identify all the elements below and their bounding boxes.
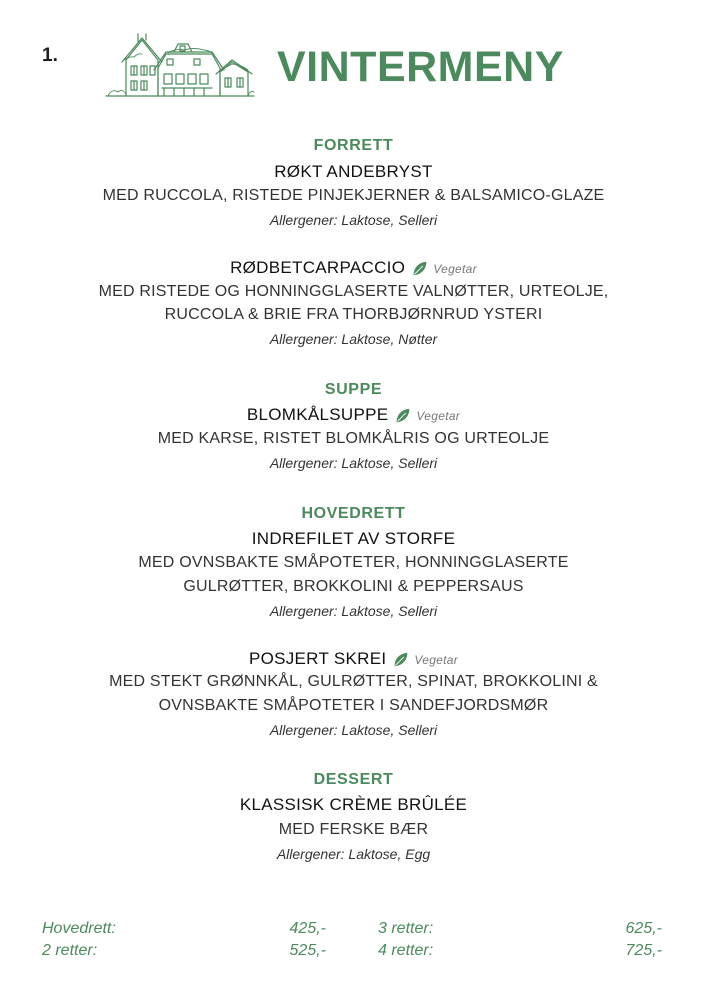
vegetarian-label: Vegetar bbox=[416, 408, 461, 423]
price-label-four-courses: 4 retter: bbox=[378, 942, 434, 959]
dish-allergens: Allergener: Laktose, Egg bbox=[276, 846, 431, 862]
section-heading-soup: SUPPE bbox=[324, 381, 383, 398]
leaf-icon bbox=[411, 260, 428, 277]
dish-allergens: Allergener: Laktose, Selleri bbox=[269, 212, 438, 228]
section-heading-main: HOVEDRETT bbox=[301, 505, 406, 522]
dish-name: KLASSISK CRÈME BRÛLÉE bbox=[239, 795, 468, 814]
leaf-icon bbox=[394, 407, 411, 424]
dish-row bbox=[0, 405, 707, 425]
dish-allergens: Allergener: Laktose, Selleri bbox=[269, 603, 438, 619]
menu-title: VINTERMENY bbox=[277, 43, 564, 91]
vegetarian-label: Vegetar bbox=[414, 652, 459, 667]
dish-description: MED RUCCOLA, RISTEDE PINJEKJERNER & BALSAMICO-GLAZE bbox=[102, 187, 605, 204]
dish-name: BLOMKÅLSUPPE bbox=[246, 405, 389, 424]
price-value-three-courses: 625,- bbox=[625, 920, 662, 937]
dish-row bbox=[0, 258, 707, 278]
dish-name: RØDBETCARPACCIO bbox=[230, 258, 406, 277]
dish-name: POSJERT SKREI bbox=[248, 649, 387, 668]
section-heading-starter: FORRETT bbox=[313, 137, 394, 154]
vegetarian-label: Vegetar bbox=[433, 261, 477, 276]
dish-description: MED RISTEDE OG HONNINGGLASERTE VALNØTTER, URTEOLJE, bbox=[98, 283, 609, 300]
dish-name: INDREFILET AV STORFE bbox=[251, 529, 456, 548]
dish-description: MED KARSE, RISTET BLOMKÅLRIS OG URTEOLJE bbox=[157, 430, 550, 447]
dish-name: RØKT ANDEBRYST bbox=[274, 162, 433, 181]
price-label-main-course: Hovedrett: bbox=[42, 920, 116, 937]
dish-allergens: Allergener: Laktose, Nøtter bbox=[269, 331, 438, 347]
price-value-two-courses: 525,- bbox=[289, 942, 326, 959]
dish-description: MED OVNSBAKTE SMÅPOTETER, HONNINGGLASERTE bbox=[138, 554, 569, 571]
dish-allergens: Allergener: Laktose, Selleri bbox=[269, 455, 438, 471]
section-heading-dessert: DESSERT bbox=[313, 771, 394, 788]
page-number: 1. bbox=[42, 45, 58, 66]
dish-description: RUCCOLA & BRIE FRA THORBJØRNRUD YSTERI bbox=[164, 306, 543, 323]
vegetarian-badge bbox=[392, 651, 458, 668]
vegetarian-badge bbox=[394, 407, 460, 424]
dish-description: GULRØTTER, BROKKOLINI & PEPPERSAUS bbox=[183, 578, 524, 595]
price-value-main-course: 425,- bbox=[289, 920, 326, 937]
house-illustration bbox=[104, 26, 256, 100]
leaf-icon bbox=[392, 651, 409, 668]
price-value-four-courses: 725,- bbox=[625, 942, 662, 959]
dish-description: OVNSBAKTE SMÅPOTETER I SANDEFJORDSMØR bbox=[158, 697, 549, 714]
dish-description: MED STEKT GRØNNKÅL, GULRØTTER, SPINAT, BROKKOLINI & bbox=[109, 673, 598, 690]
dish-allergens: Allergener: Laktose, Selleri bbox=[269, 722, 438, 738]
dish-description: MED FERSKE BÆR bbox=[278, 821, 429, 838]
vegetarian-badge bbox=[411, 260, 477, 277]
price-label-two-courses: 2 retter: bbox=[42, 942, 98, 959]
dish-row bbox=[0, 649, 707, 669]
price-label-three-courses: 3 retter: bbox=[378, 920, 434, 937]
